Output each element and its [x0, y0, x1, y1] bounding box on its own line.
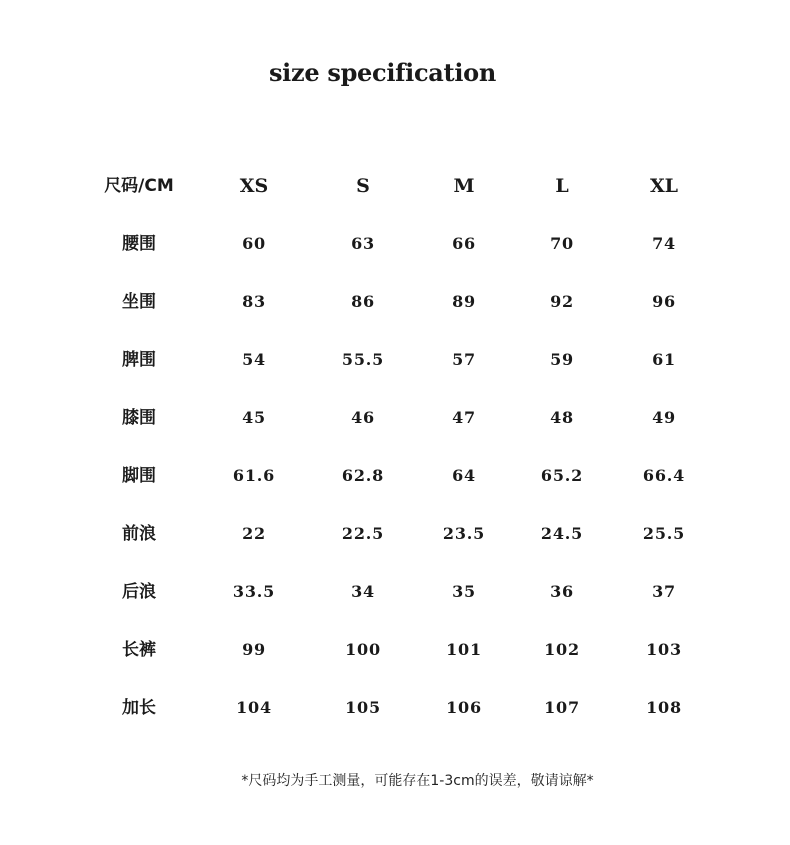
table-cell: 66.4 — [642, 466, 686, 485]
table-cell: 34 — [351, 582, 375, 601]
table-cell: 106 — [446, 698, 482, 717]
table-cell: 92 — [550, 292, 574, 311]
table-row — [0, 389, 790, 447]
row-label: 长裤 — [122, 640, 156, 660]
row-label: 脚围 — [122, 466, 156, 486]
table-cell: 45 — [242, 408, 266, 427]
table-cell: 48 — [550, 408, 574, 427]
row-label: 腰围 — [122, 234, 156, 254]
table-cell: 65.2 — [540, 466, 584, 485]
table-cell: 33.5 — [232, 582, 276, 601]
table-cell: 57 — [452, 350, 476, 369]
table-cell: 86 — [351, 292, 375, 311]
table-cell: 25.5 — [642, 524, 686, 543]
table-cell: 22 — [242, 524, 266, 543]
table-header-row — [0, 157, 790, 215]
table-cell: 24.5 — [540, 524, 584, 543]
table-cell: 37 — [652, 582, 676, 601]
size-header-xs: XS — [239, 175, 269, 197]
table-cell: 70 — [550, 234, 574, 253]
table-cell: 55.5 — [341, 350, 385, 369]
table-cell: 60 — [242, 234, 266, 253]
page-title: size specification — [268, 58, 497, 87]
size-header-m: M — [453, 175, 475, 197]
table-cell: 66 — [452, 234, 476, 253]
table-row — [0, 563, 790, 621]
table-cell: 101 — [446, 640, 482, 659]
table-cell: 35 — [452, 582, 476, 601]
row-label: 脾围 — [122, 350, 156, 370]
table-cell: 59 — [550, 350, 574, 369]
table-cell: 107 — [544, 698, 580, 717]
table-row — [0, 447, 790, 505]
row-label: 膝围 — [122, 408, 156, 428]
size-header-l: L — [555, 175, 569, 197]
table-cell: 62.8 — [341, 466, 385, 485]
table-row — [0, 679, 790, 737]
table-cell: 61 — [652, 350, 676, 369]
table-cell: 54 — [242, 350, 266, 369]
table-cell: 64 — [452, 466, 476, 485]
size-header-xl: XL — [649, 175, 679, 197]
table-cell: 63 — [351, 234, 375, 253]
table-row — [0, 273, 790, 331]
table-cell: 49 — [652, 408, 676, 427]
row-label: 前浪 — [122, 524, 156, 544]
table-cell: 83 — [242, 292, 266, 311]
table-cell: 46 — [351, 408, 375, 427]
table-cell: 102 — [544, 640, 580, 659]
table-row — [0, 331, 790, 389]
table-row — [0, 505, 790, 563]
row-label: 坐围 — [122, 292, 156, 312]
table-row — [0, 621, 790, 679]
table-cell: 23.5 — [442, 524, 486, 543]
table-cell: 89 — [452, 292, 476, 311]
table-cell: 104 — [236, 698, 272, 717]
corner-label: 尺码/CM — [104, 176, 174, 196]
table-cell: 100 — [345, 640, 381, 659]
table-cell: 61.6 — [232, 466, 276, 485]
row-label: 加长 — [122, 698, 156, 718]
table-row — [0, 215, 790, 273]
row-label: 后浪 — [122, 582, 156, 602]
measurement-note: *尺码均为手工测量，可能存在1-3cm的误差，敬请谅解* — [241, 773, 594, 789]
size-header-s: S — [356, 175, 370, 197]
table-cell: 105 — [345, 698, 381, 717]
table-cell: 99 — [242, 640, 266, 659]
table-cell: 74 — [652, 234, 676, 253]
table-cell: 96 — [652, 292, 676, 311]
table-cell: 36 — [550, 582, 574, 601]
size-table — [0, 157, 790, 737]
table-cell: 47 — [452, 408, 476, 427]
table-cell: 103 — [646, 640, 682, 659]
table-cell: 22.5 — [341, 524, 385, 543]
table-cell: 108 — [646, 698, 682, 717]
